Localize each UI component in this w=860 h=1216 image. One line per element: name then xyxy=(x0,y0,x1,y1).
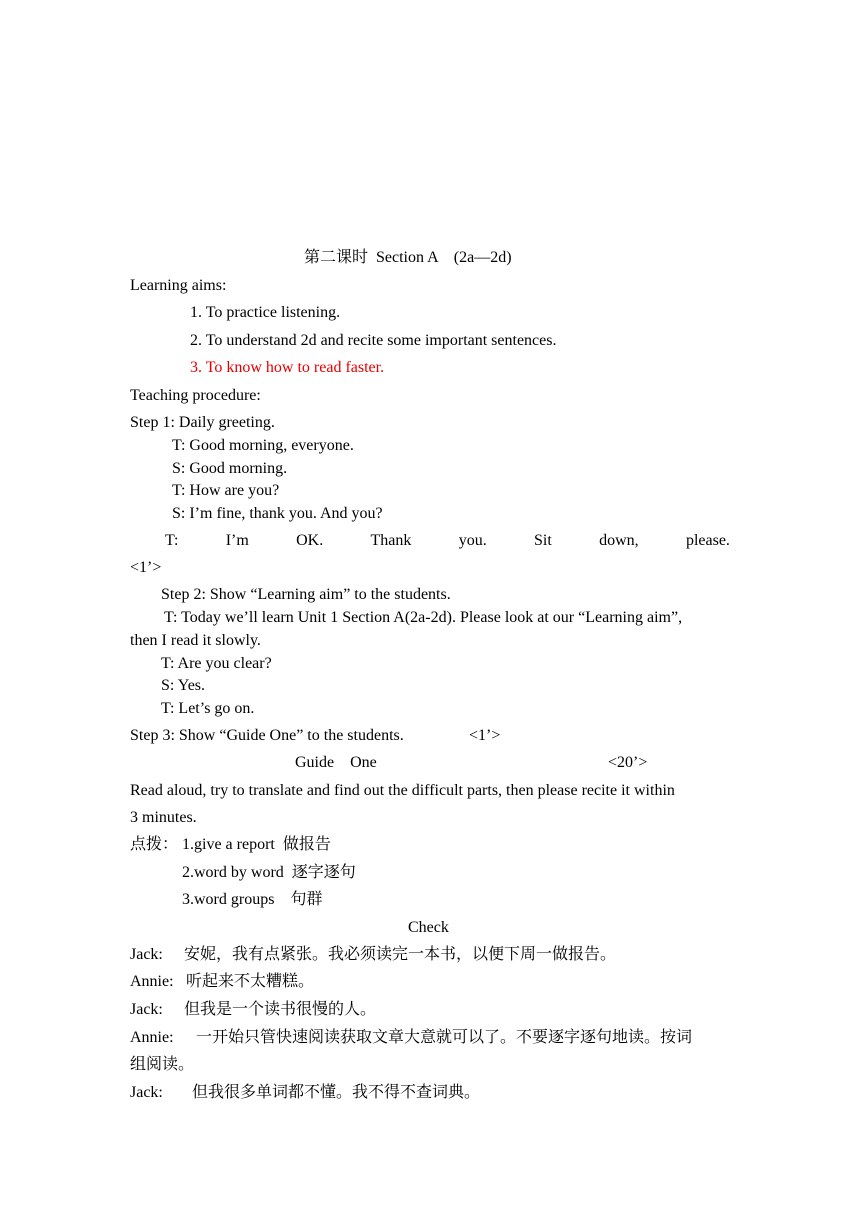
guide-title: Guide One xyxy=(295,754,377,771)
step2-line-3: S: Yes. xyxy=(161,677,206,694)
step1-word: I’m xyxy=(225,532,249,549)
guide-instruction-1: Read aloud, try to translate and find out the difficult parts, then please recite it within xyxy=(130,782,675,799)
step1-line-2: S: Good morning. xyxy=(172,460,288,477)
check-text: 一开始只管快速阅读获取文章大意就可以了。不要逐字逐句地读。按词 xyxy=(196,1029,693,1046)
tip-1: 1.give a report 做报告 xyxy=(182,836,331,853)
step2-line-4: T: Let’s go on. xyxy=(161,700,255,717)
step2-line-2: T: Are you clear? xyxy=(161,655,272,672)
step1-word: please. xyxy=(685,532,730,549)
step1-word: Sit xyxy=(534,532,552,549)
learning-aim-3: 3. To know how to read faster. xyxy=(190,359,385,376)
step2-line-1: T: Today we’ll learn Unit 1 Section A(2a-2d). Please look at our “Learning aim”, xyxy=(164,609,683,626)
step1-heading: Step 1: Daily greeting. xyxy=(130,414,275,431)
step1-word: down, xyxy=(599,532,639,549)
learning-aim-2: 2. To understand 2d and recite some important sentences. xyxy=(190,332,557,349)
step1-word: you. xyxy=(458,532,487,549)
step2-heading: Step 2: Show “Learning aim” to the students. xyxy=(161,586,451,603)
check-speaker: Jack: xyxy=(130,1001,163,1018)
step1-line-4: S: I’m fine, thank you. And you? xyxy=(172,505,383,522)
step3-time: <1’> xyxy=(469,727,501,744)
check-speaker: Jack: xyxy=(130,946,163,963)
learning-aim-1: 1. To practice listening. xyxy=(190,304,341,321)
tip-3: 3.word groups 句群 xyxy=(182,891,323,908)
learning-aims-heading: Learning aims: xyxy=(130,277,227,294)
step3-heading: Step 3: Show “Guide One” to the students. xyxy=(130,727,404,744)
step1-line-3: T: How are you? xyxy=(172,482,280,499)
step1-time: <1’> xyxy=(130,559,162,576)
step1-line-1: T: Good morning, everyone. xyxy=(172,437,354,454)
guide-instruction-2: 3 minutes. xyxy=(130,809,197,826)
step1-word: OK. xyxy=(296,532,324,549)
check-text-cont: 组阅读。 xyxy=(130,1056,195,1073)
check-text: 安妮，我有点紧张。我必须读完一本书，以便下周一做报告。 xyxy=(184,946,617,963)
check-speaker: Annie: xyxy=(130,973,174,990)
step1-word: Thank xyxy=(370,532,412,549)
tips-label: 点拨： xyxy=(130,836,179,853)
step1-justified-line xyxy=(130,531,730,551)
check-text: 但我很多单词都不懂。我不得不查词典。 xyxy=(192,1084,481,1101)
check-text: 但我是一个读书很慢的人。 xyxy=(184,1001,377,1018)
page-title: 第二课时 Section A (2a—2d) xyxy=(304,249,512,266)
check-heading: Check xyxy=(408,919,449,936)
check-text: 听起来不太糟糕。 xyxy=(186,973,315,990)
check-speaker: Jack: xyxy=(130,1084,163,1101)
step2-line-1-cont: then I read it slowly. xyxy=(130,632,261,649)
procedure-heading: Teaching procedure: xyxy=(130,387,261,404)
tip-2: 2.word by word 逐字逐句 xyxy=(182,864,356,881)
guide-time: <20’> xyxy=(608,754,648,771)
check-speaker: Annie: xyxy=(130,1029,174,1046)
step1-word: T: xyxy=(165,532,179,549)
